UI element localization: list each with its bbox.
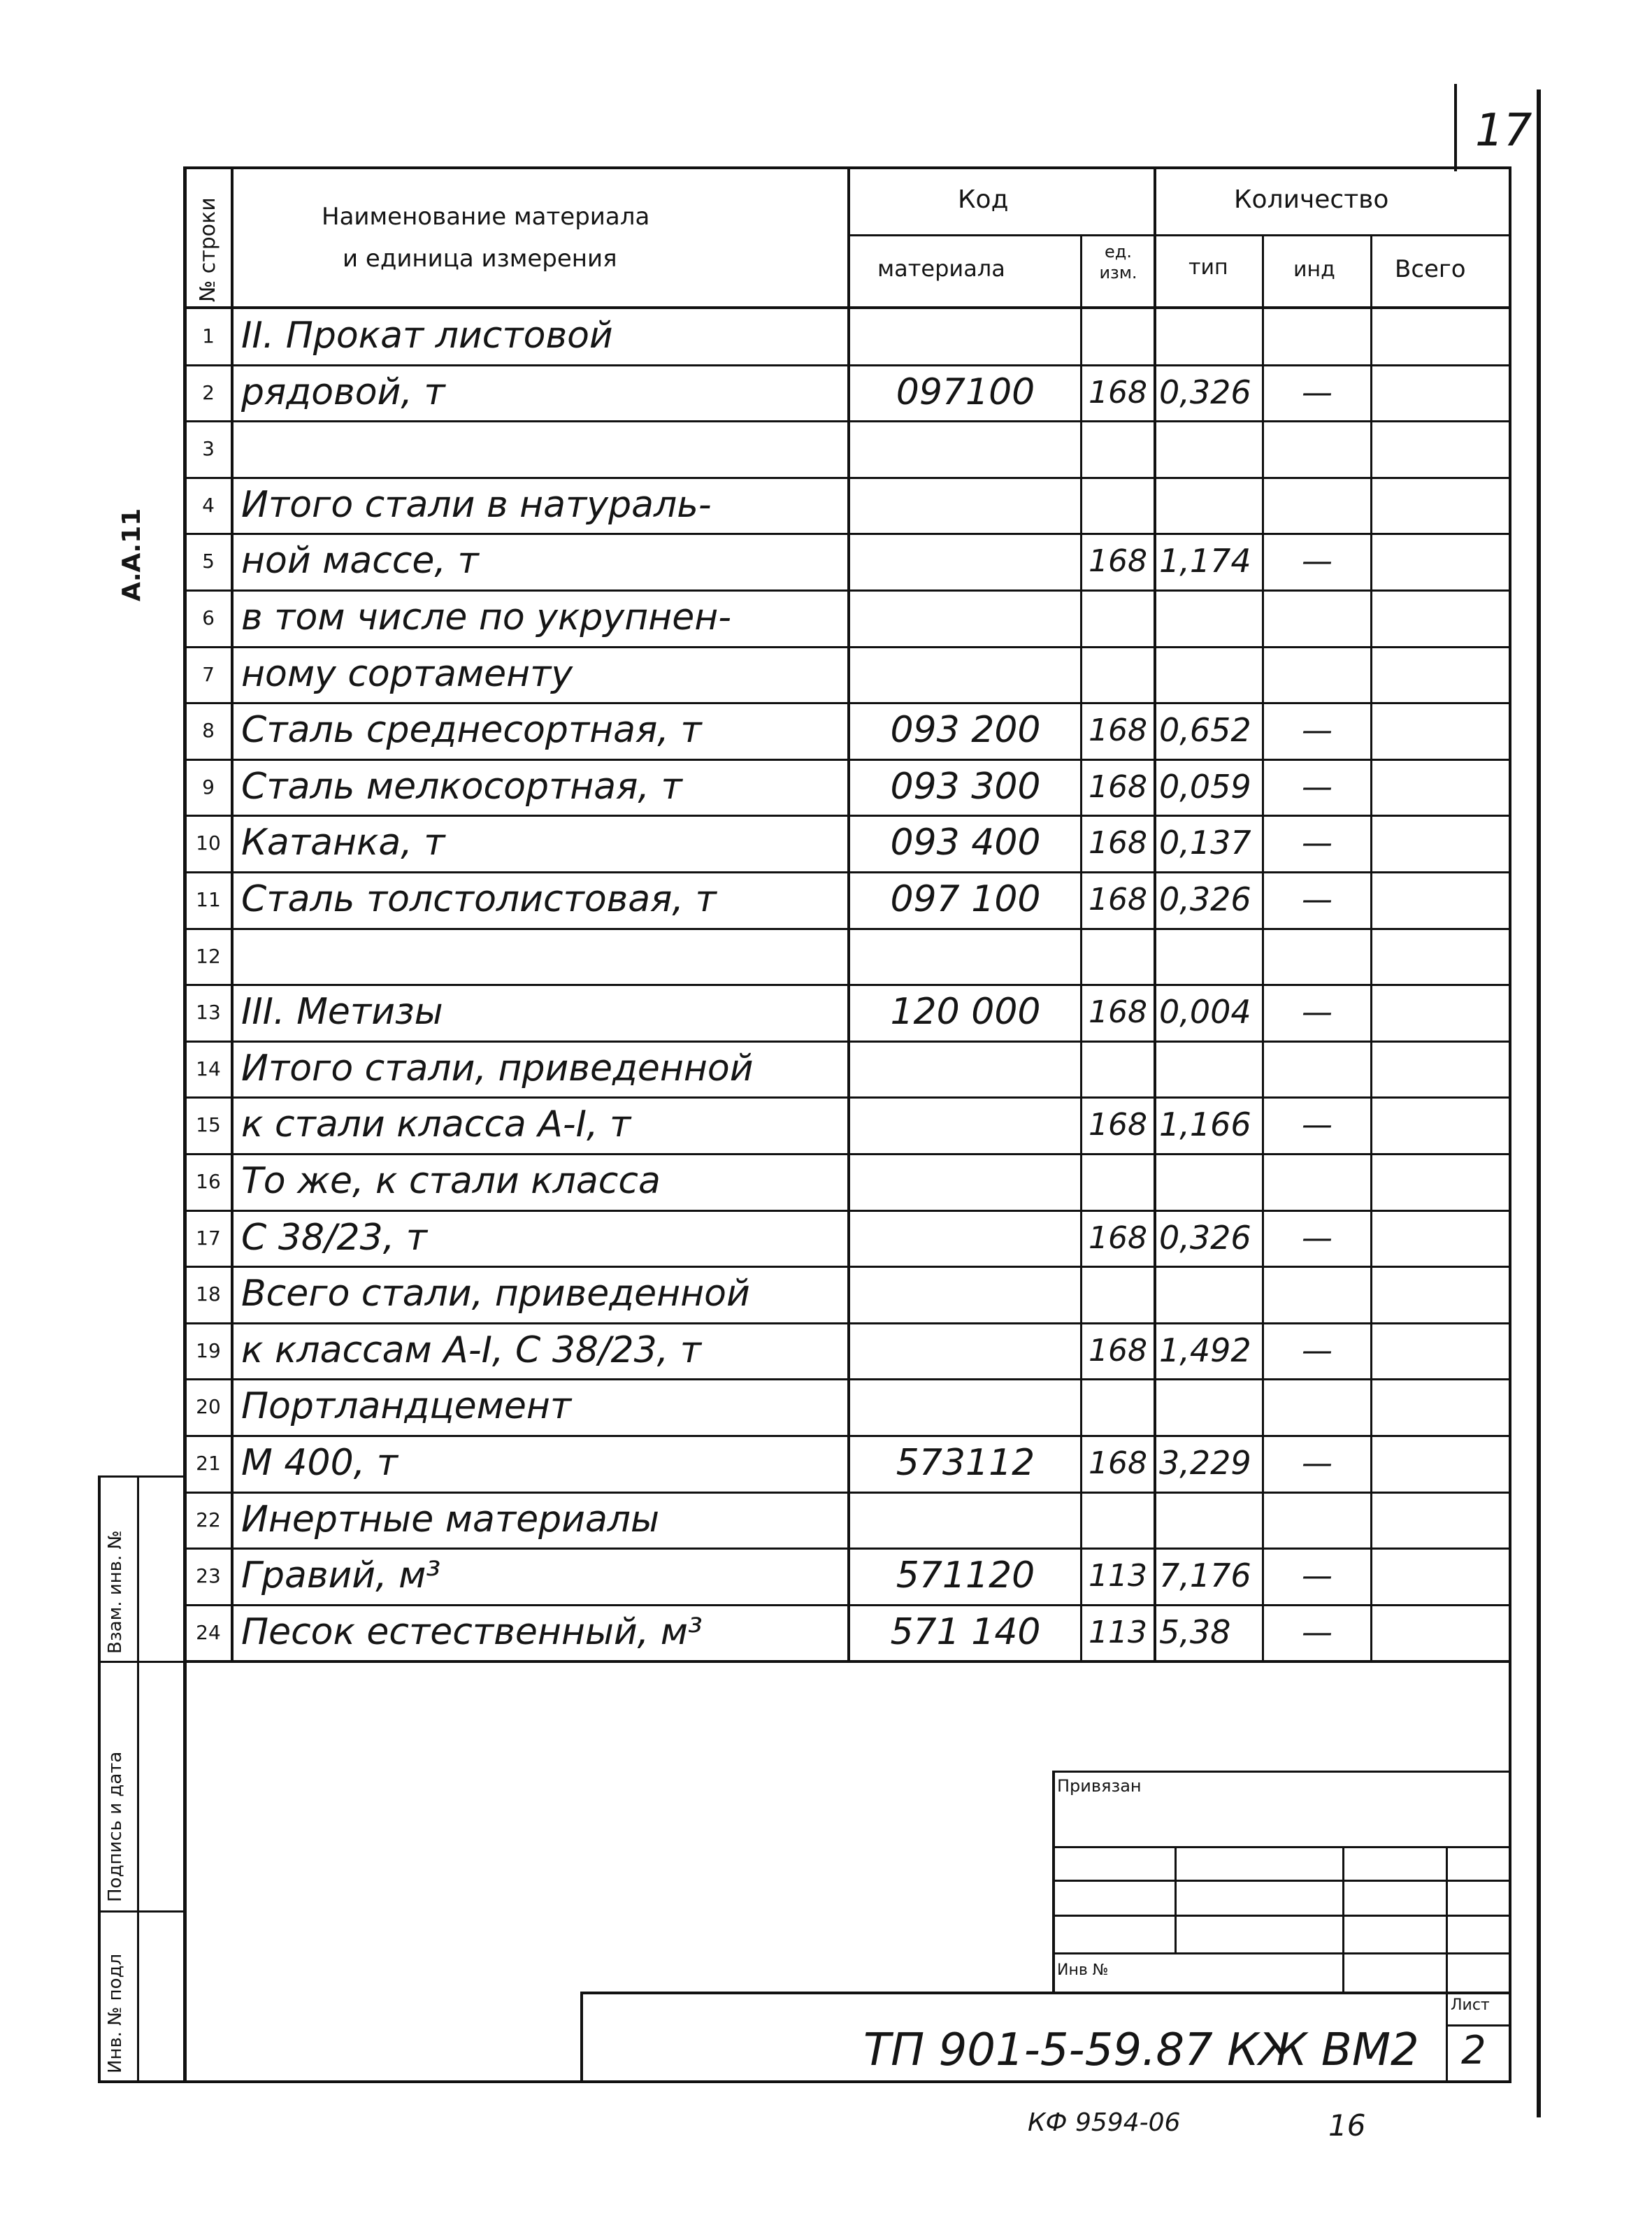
cell-type: [1159, 589, 1260, 646]
col-line-code-left: [847, 166, 850, 1663]
cell-total: [1374, 702, 1507, 759]
cell-code: 573112: [896, 1442, 1035, 1484]
cell-unit: 168: [1089, 994, 1147, 1030]
cell-code: [854, 1378, 1077, 1435]
cell-total: [1374, 1266, 1507, 1322]
cell-type: [1159, 1266, 1260, 1322]
cell-name: С 38/23, т: [241, 1217, 428, 1259]
cell-type: 1,174: [1159, 542, 1251, 580]
cell-type: [1159, 928, 1260, 985]
cell-total: [1374, 420, 1507, 477]
cell-code: [854, 1096, 1077, 1153]
cell-total: [1374, 1210, 1507, 1266]
cell-code: [854, 928, 1077, 985]
cell-ind: [1265, 1266, 1369, 1322]
cell-code: 120 000: [890, 991, 1041, 1033]
header-code: Код: [958, 185, 1009, 214]
cell-code: [854, 1492, 1077, 1548]
cell-ind: [1265, 308, 1369, 364]
cell-n: 23: [196, 1564, 221, 1587]
cell-ind: [1265, 646, 1369, 703]
privyazan-label: Привязан: [1057, 1776, 1142, 1796]
cell-type: 0,137: [1159, 824, 1251, 862]
cell-type: 0,326: [1159, 880, 1251, 918]
cell-name: Итого стали в натураль-: [241, 484, 712, 526]
cell-name: к стали класса А-I, т: [241, 1103, 631, 1145]
cell-ind: [1265, 928, 1369, 985]
cell-ind: —: [1302, 769, 1333, 805]
corner-box-left-line: [1454, 84, 1457, 171]
cell-name: Гравий, м³: [241, 1554, 441, 1596]
cell-unit: [1084, 420, 1152, 477]
cell-unit: 168: [1089, 1220, 1147, 1256]
cell-ind: —: [1302, 713, 1333, 748]
cell-ind: [1265, 589, 1369, 646]
header-qty-total: Всего: [1395, 255, 1466, 283]
cell-ind: —: [1302, 543, 1333, 579]
cell-ind: —: [1302, 1445, 1333, 1481]
cell-code: [854, 1322, 1077, 1379]
cell-code: [854, 477, 1077, 534]
cell-unit: 168: [1089, 1107, 1147, 1143]
cell-ind: [1265, 1492, 1369, 1548]
sheet-number-corner: 17: [1475, 105, 1532, 157]
cell-type: [1159, 1041, 1260, 1097]
cell-total: [1374, 1378, 1507, 1435]
col-line-ind-left: [1262, 234, 1264, 1663]
cell-ind: —: [1302, 1220, 1333, 1256]
cell-ind: —: [1302, 1558, 1333, 1594]
cell-total: [1374, 308, 1507, 364]
cell-name: II. Прокат листовой: [241, 315, 613, 357]
cell-unit: [1084, 1266, 1152, 1322]
cell-code: [854, 589, 1077, 646]
header-name-line2: и единица измерения: [343, 245, 617, 273]
margin-strip-div1: [98, 1661, 187, 1663]
cell-type: 3,229: [1159, 1444, 1251, 1482]
cell-code: 571120: [896, 1554, 1035, 1596]
header-code-unit: ед. изм.: [1099, 242, 1137, 283]
cell-code: [854, 1153, 1077, 1210]
doc-code: ТП 901-5-59.87 КЖ ВМ2: [863, 2024, 1419, 2076]
cell-name: Инертные материалы: [241, 1499, 660, 1541]
cell-ind: [1265, 1153, 1369, 1210]
cell-type: 0,652: [1159, 711, 1251, 749]
cell-code: 097 100: [890, 878, 1041, 920]
cell-unit: 168: [1089, 882, 1147, 917]
privyazan-col-line3: [1446, 1846, 1448, 2082]
cell-n: 2: [202, 381, 215, 404]
cell-ind: —: [1302, 1107, 1333, 1143]
cell-code: 097100: [896, 371, 1035, 413]
footer-print-page: 16: [1328, 2108, 1366, 2143]
cell-total: [1374, 646, 1507, 703]
margin-label-vzam-inv: Взам. инв. №: [105, 1530, 126, 1654]
margin-label-inv-podl: Инв. № подл: [105, 1953, 126, 2073]
cell-total: [1374, 1322, 1507, 1379]
col-line-total-left: [1370, 234, 1372, 1663]
title-block-bottom-line: [187, 2080, 1511, 2083]
cell-ind: —: [1302, 1615, 1333, 1650]
cell-name: рядовой, т: [241, 371, 445, 413]
cell-name: Сталь мелкосортная, т: [241, 766, 682, 808]
cell-code: [854, 1266, 1077, 1322]
cell-unit: 168: [1089, 1445, 1147, 1481]
cell-total: [1374, 1604, 1507, 1661]
cell-code: [854, 420, 1077, 477]
table-left-line: [183, 166, 187, 2082]
cell-n: 11: [196, 888, 221, 911]
cell-total: [1374, 1492, 1507, 1548]
cell-code: 093 400: [890, 822, 1041, 864]
cell-type: [1159, 477, 1260, 534]
cell-ind: [1265, 1041, 1369, 1097]
cell-code: [854, 1041, 1077, 1097]
cell-code: [854, 646, 1077, 703]
cell-unit: 168: [1089, 825, 1147, 861]
cell-unit: [1084, 1378, 1152, 1435]
cell-total: [1374, 477, 1507, 534]
cell-code: 093 300: [890, 766, 1041, 808]
cell-name: ной массе, т: [241, 540, 479, 582]
list-label: Лист: [1451, 1996, 1490, 2014]
cell-type: 1,492: [1159, 1331, 1251, 1369]
privyazan-row-line1: [1052, 1846, 1510, 1848]
cell-unit: [1084, 477, 1152, 534]
cell-ind: —: [1302, 825, 1333, 861]
cell-name: III. Метизы: [241, 991, 443, 1033]
cell-unit: 168: [1089, 713, 1147, 748]
privyazan-col-line1: [1175, 1846, 1177, 1952]
cell-n: 21: [196, 1452, 221, 1475]
cell-type: 0,059: [1159, 768, 1251, 806]
cell-n: 15: [196, 1113, 221, 1136]
cell-name: Итого стали, приведенной: [241, 1048, 754, 1089]
cell-unit: [1084, 1153, 1152, 1210]
cell-unit: 168: [1089, 375, 1147, 410]
cell-n: 17: [196, 1227, 221, 1250]
cell-unit: 168: [1089, 1333, 1147, 1368]
title-block-left-line: [580, 1992, 583, 2082]
cell-name: М 400, т: [241, 1442, 398, 1484]
cell-unit: [1084, 308, 1152, 364]
right-frame-line: [1537, 90, 1541, 2117]
cell-ind: —: [1302, 375, 1333, 410]
cell-unit: 168: [1089, 543, 1147, 579]
cell-code: [854, 308, 1077, 364]
header-qty-type: тип: [1188, 255, 1228, 280]
header-quantity: Количество: [1234, 185, 1389, 214]
margin-strip-bottom-line: [98, 2080, 187, 2083]
col-line-name-left: [231, 166, 234, 1663]
table-right-line: [1509, 166, 1511, 1663]
margin-strip-top-line: [98, 1475, 187, 1478]
cell-n: 10: [196, 831, 221, 855]
margin-strip-div2: [98, 1910, 187, 1913]
cell-name: Сталь толстолистовая, т: [241, 878, 717, 920]
cell-n: 24: [196, 1621, 221, 1644]
cell-name: Портландцемент: [241, 1385, 572, 1427]
cell-name: Катанка, т: [241, 822, 445, 864]
list-box-line: [1446, 2024, 1511, 2027]
cell-type: 0,326: [1159, 1219, 1251, 1257]
cell-type: 7,176: [1159, 1557, 1251, 1594]
cell-total: [1374, 1435, 1507, 1492]
footer-print-code: КФ 9594-06: [1028, 2108, 1181, 2137]
cell-unit: 113: [1089, 1558, 1147, 1594]
cell-ind: [1265, 477, 1369, 534]
cell-n: 1: [202, 324, 215, 348]
cell-type: [1159, 646, 1260, 703]
cell-type: 5,38: [1159, 1613, 1231, 1651]
col-line-unit-left: [1080, 234, 1082, 1663]
cell-ind: —: [1302, 1333, 1333, 1368]
margin-strip-inner-line: [137, 1475, 139, 2082]
cell-total: [1374, 364, 1507, 421]
side-mark: А.А.11: [117, 508, 146, 601]
cell-ind: —: [1302, 994, 1333, 1030]
cell-n: 14: [196, 1057, 221, 1080]
cell-total: [1374, 1096, 1507, 1153]
cell-total: [1374, 928, 1507, 985]
privyazan-row-line3: [1052, 1915, 1510, 1917]
cell-total: [1374, 815, 1507, 871]
cell-name: в том числе по укрупнен-: [241, 596, 731, 638]
cell-ind: —: [1302, 882, 1333, 917]
cell-total: [1374, 1548, 1507, 1604]
privyazan-row-line2: [1052, 1880, 1510, 1882]
margin-strip-outer-line: [98, 1475, 101, 2082]
cell-unit: [1084, 928, 1152, 985]
privyazan-top-line: [1052, 1771, 1510, 1773]
cell-total: [1374, 533, 1507, 589]
cell-n: 22: [196, 1508, 221, 1531]
cell-code: 571 140: [890, 1611, 1041, 1653]
cell-name: То же, к стали класса: [241, 1160, 661, 1202]
cell-n: 5: [202, 550, 215, 573]
cell-type: 0,326: [1159, 373, 1251, 411]
cell-total: [1374, 589, 1507, 646]
cell-name: [241, 928, 842, 985]
cell-type: [1159, 420, 1260, 477]
margin-label-signature-date: Подпись и дата: [105, 1751, 126, 1902]
col-line-qty-left: [1154, 166, 1156, 1663]
privyazan-left-line: [1052, 1771, 1055, 1993]
cell-type: 0,004: [1159, 993, 1251, 1031]
cell-unit: [1084, 1492, 1152, 1548]
cell-type: [1159, 1153, 1260, 1210]
cell-name: ному сортаменту: [241, 653, 573, 695]
cell-n: 13: [196, 1001, 221, 1024]
cell-name: Сталь среднесортная, т: [241, 709, 702, 751]
cell-type: [1159, 1378, 1260, 1435]
cell-n: 20: [196, 1395, 221, 1418]
header-name-line1: Наименование материала: [322, 203, 650, 231]
cell-type: [1159, 1492, 1260, 1548]
privyazan-row-line4: [1052, 1952, 1510, 1954]
cell-name: к классам А-I, С 38/23, т: [241, 1329, 702, 1371]
cell-n: 12: [196, 945, 221, 968]
cell-n: 19: [196, 1339, 221, 1362]
cell-unit: 168: [1089, 769, 1147, 805]
cell-n: 9: [202, 776, 215, 799]
cell-unit: [1084, 646, 1152, 703]
cell-code: [854, 533, 1077, 589]
cell-type: 1,166: [1159, 1106, 1251, 1143]
cell-name: Всего стали, приведенной: [241, 1273, 750, 1315]
list-number: 2: [1461, 2028, 1486, 2073]
cell-total: [1374, 1153, 1507, 1210]
cell-type: [1159, 308, 1260, 364]
cell-unit: [1084, 1041, 1152, 1097]
title-block-right-line: [1509, 1660, 1511, 2082]
cell-ind: [1265, 420, 1369, 477]
cell-n: 4: [202, 494, 215, 517]
cell-n: 18: [196, 1282, 221, 1306]
cell-total: [1374, 1041, 1507, 1097]
cell-total: [1374, 759, 1507, 815]
cell-name: Песок естественный, м³: [241, 1611, 703, 1653]
title-block-top-line: [580, 1992, 1511, 1994]
header-row-number: № строки: [196, 197, 220, 302]
cell-n: 3: [202, 437, 215, 460]
cell-n: 16: [196, 1170, 221, 1193]
header-qty-ind: инд: [1293, 257, 1335, 282]
header-mid-line: [849, 234, 1510, 236]
cell-name: [241, 420, 842, 477]
cell-total: [1374, 984, 1507, 1041]
cell-total: [1374, 871, 1507, 928]
cell-code: [854, 1210, 1077, 1266]
inv-no-label: Инв №: [1057, 1961, 1109, 1979]
cell-n: 8: [202, 719, 215, 742]
cell-ind: [1265, 1378, 1369, 1435]
header-code-material: материала: [877, 255, 1005, 282]
cell-n: 7: [202, 663, 215, 686]
cell-code: 093 200: [890, 709, 1041, 751]
cell-n: 6: [202, 606, 215, 629]
cell-unit: [1084, 589, 1152, 646]
cell-unit: 113: [1089, 1615, 1147, 1650]
privyazan-col-line2: [1342, 1846, 1344, 1992]
